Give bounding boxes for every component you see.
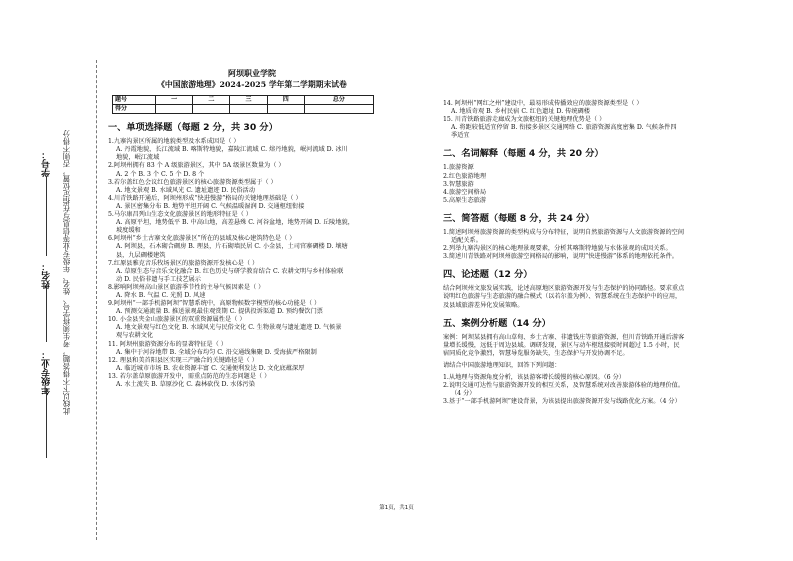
q-line: A. 水土流失 B. 草原沙化 C. 森林砍伐 D. 水体污染 [116,381,255,388]
score-cell: 一 [156,96,193,105]
q-line: A. 地质奇观 B. 乡村民宿 C. 红色遗址 D. 传统碉楼 [451,108,590,116]
q-line: 10. 小金县夹金山旅游景区的双重资源属性是（ ） [108,316,246,324]
q-line: 3.若尔盖红色会议红色旅游景区的核心旅游资源类型属于（ ） [108,178,277,186]
q-line: 11. 阿坝州旅游资源分布的显著特征是（ ） [108,340,227,348]
q-line: 地貌，岷江流域 [116,154,160,162]
essay-line: 结合阿坝州文旅发展实践，论述高原地区旅游资源开发与生态保护的协同路径。要求重点 [443,285,685,293]
case-line: 2.说明交通可达性与旅游资源开发的相互关系，及智慧系统对改善旅游体验的地理价值。 [443,382,685,390]
q-line: 1.九寨沟景区所属的地貌类型及水系成因是（ ） [108,138,240,146]
q-line: 季适宜 [451,132,470,140]
q-line: 县，九层碉楼建筑 [116,251,166,259]
q-line: 动 D. 民俗非遗与手工技艺展示 [116,275,201,283]
major-fill-line [46,388,47,458]
q-line: A. 临近城市市场 B. 农业资源丰富 C. 交通便利发达 D. 文化底蕴深厚 [116,364,305,372]
q-line: A. 集中于河谷地带 B. 全域分布均匀 C. 沿交通线集聚 D. 受海拔严格限制 [116,348,317,356]
term-item: 4.旅游空间格局 [443,188,487,196]
left-column [108,68,396,389]
q-line: A. 景区密集分布 B. 地势平坦开阔 C. 气候温暖湿润 D. 交通枢纽衔接 [116,202,305,210]
q-line: 9.阿坝州“一部手机游阿坝”智慧系统中，高原物候数字模型的核心功能是（ ） [108,300,321,308]
name-label: 姓名： [42,262,52,289]
binding-dash-line [96,60,97,540]
q-line: 2.阿坝州拥有 83 个 A 级旅游景区，其中 5A 级景区数量为（ ） [108,162,285,170]
q-line: A. 降水 B. 气温 C. 光照 D. 风速 [116,291,206,299]
short-answer-line: 适配关系。 [451,237,482,245]
q-line: 15. 川青铁路旅游走廊成为文旅枢纽的关键地理优势是（ ） [443,116,606,124]
student-id-label: 学号： [42,150,52,177]
q-line: 13. 若尔盖草原旅游开发中，需重点防范的生态问题是（ ） [108,372,271,380]
short-answer-line: 1.简述阿坝州旅游资源的类型构成与分布特征，说明自然旅游资源与人文旅游资源的空间 [443,228,685,236]
q-line: A. 丹霞地貌，长江流域 B. 喀斯特地貌，嘉陵江流域 C. 熔丹地貌，岷河流域 D. 冰川 [116,146,348,154]
score-cell[interactable] [193,105,230,114]
case-line: （4 分） [451,390,476,398]
q-line: A. 地文景观与红色文化 B. 水域风光与民俗文化 C. 生物景观与遗址遗迹 D. 气候景 [116,324,342,332]
section5-title: 五、案例分析题（14 分） [443,317,551,329]
section1-title: 一、单项选择题（每题 2 分，共 30 分） [108,122,278,134]
essay-line: 说明红色旅游与生态旅游的融合模式（以若尔盖为例）、智慧系统在生态保护中的应用， [443,293,682,301]
short-answer-line: 2.列举九寨沟景区的核心地理景观要素，分析其喀斯特地貌与水体景观的成因关系。 [443,245,672,253]
q-line: A. 阿坝县，石木砌合碉房 B. 理县，片石砌墙民居 C. 小金县，土司官寨碉楼 D. 壤塘 [116,243,348,251]
score-cell: 题号 [113,96,156,105]
q-line: A. 预测交通流量 B. 推送景观最佳观赏期 C. 提供投诉渠道 D. 预约餐饮门票 [116,308,323,316]
q-line: 观与农耕文化 [116,332,154,340]
school-name: 阿坝职业学院 [228,68,276,78]
case-line: 案例：阿坝某县拥有高山草甸、乡土古寨、非遗钱庄等旅游资源，但川青铁路开通后游客 [443,333,685,341]
q-line: 14. 阿坝州“网红之州”建设中，最易形成传播效应的旅游资源类型是（ ） [443,100,643,107]
section3-title: 三、简答题（每题 8 分，共 24 分） [443,212,595,224]
q-line: A. 将距较低适宜停留 B. 衔接多景区交通网络 C. 旅游资源高度密集 D. 气候条件四 [451,124,677,132]
score-cell[interactable] [230,105,267,114]
right-column [443,100,733,406]
score-cell: 得分 [113,105,156,114]
score-cell[interactable] [267,105,304,114]
q-line: 坡度缓和 [116,227,141,235]
q-line: A. 地文景观 B. 水域风光 C. 遗址遗迹 D. 民俗活动 [116,186,255,194]
q-line: A. 2 个 B. 3 个 C. 5 个 D. 8 个 [116,170,205,178]
score-cell: 四 [267,96,304,105]
case-line: 量增长缓慢，远低于周边县域。调研发现，景区与动车枢纽接驳时间超过 1.5 小时，民 [443,341,680,349]
case-line: 宿同质化竞争激烈，智慧导览服务缺失，生态保护与开发协调不足。 [443,349,629,357]
binding-margin [0,0,100,561]
q-line: 12. 理县和美首阳县区实现三产融合的关键路径是（ ） [108,356,258,364]
score-cell: 二 [193,96,230,105]
essay-line: 及县域旅游差异化发展策略。 [443,301,524,309]
case-line: 1.从地理与资源角度分析，该县游客增长缓慢的核心原因。（6 分） [443,373,625,381]
q-line: 7.红原县雅克音乐牧场景区的旅游资源开发核心是（ ） [108,259,259,267]
q-line: 8.影响阿坝州高山景区旅游季节性的主导气候因素是（ ） [108,283,265,291]
case-line: 请结合中国旅游地理知识，回答下列问题： [443,361,561,369]
score-table [112,95,374,114]
name-fill-line [46,286,47,342]
term-item: 5.高原生态旅游 [443,196,487,204]
q-line: 6.阿坝州“乡土古寨文化旅游景区”所在的县域及核心建筑特色是（ ） [108,235,296,243]
binding-notice: 此线以下不得答题，考生须将学号、姓名、年级专业等信息写在指定位置，否则不得分 [62,130,71,415]
term-item: 2.红色旅游地理 [443,172,487,180]
score-cell[interactable] [156,105,193,114]
score-cell: 三 [230,96,267,105]
q-line: A. 高原平坦，地势低平 B. 中高山地，高差悬殊 C. 河谷盆地，地势开阔 D. 丘陵地貌， [116,219,354,227]
q-line: 5.马尔康昌列山生态文化旅游景区的地形特征是（ ） [108,211,252,219]
page-footer: 第1页，共1页 [379,505,414,511]
score-cell: 总分 [304,96,373,105]
short-answer-line: 3.简述川青铁路对阿坝州旅游空间格局的影响，说明“快进慢游”体系的地理依托条件。 [443,253,678,261]
term-item: 1.旅游资源 [443,164,474,172]
section4-title: 四、论述题（12 分） [443,269,533,281]
q-line: 4.川青铁路开通后，阿坝州形成“快进慢游”格局的关键地理基础是（ ） [108,194,302,202]
major-label: 年级专业： [42,350,52,395]
student-id-fill-line [46,176,47,256]
section2-title: 二、名词解释（每题 4 分，共 20 分） [443,148,604,160]
term-item: 3.智慧旅游 [443,180,474,188]
score-cell[interactable] [304,105,373,114]
exam-title: 《中国旅游地理》2024-2025 学年第二学期期末试卷 [157,80,347,89]
q-line: A. 草原生态与音乐文化融合 B. 红色历史与研学教育结合 C. 农耕文明与乡村体验联 [116,267,344,275]
case-line: 3.基于“一部手机游阿坝”建设背景，为该县提出旅游资源开发与线路优化方案。（4 分） [443,398,681,406]
